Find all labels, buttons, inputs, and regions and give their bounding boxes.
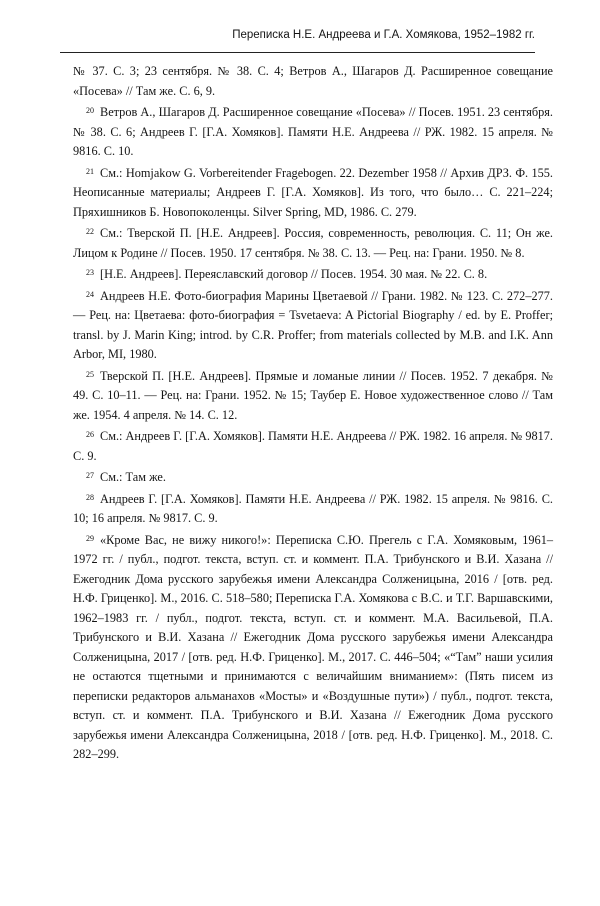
- footnotes-list: [73, 62, 553, 765]
- footnote-23: [73, 263, 553, 285]
- footnote-text: См.: Там же.: [100, 470, 166, 484]
- footnote-text: Андреев Г. [Г.А. Хомяков]. Памяти Н.Е. Андреева // РЖ. 1982. 15 апреля. № 9816. С. 10; 16 апреля. № 9817. С. 9.: [73, 491, 553, 525]
- footnote-26: [73, 425, 553, 466]
- footnote-29: [73, 529, 553, 765]
- footnote-number: 21: [86, 166, 94, 176]
- footnote-number: 22: [86, 227, 94, 236]
- footnote-number: 24: [86, 289, 94, 299]
- footnote-27: [73, 466, 553, 488]
- footnote-text: Тверской П. [Н.Е. Андреев]. Прямые и ломаные линии // Посев. 1952. 7 декабря. № 49. С. 10–11. — Рец. на: Грани. 1952. № 15; Таубер Е. Новое художественное слово // Там же. 1954. 4 апреля. № 14. С. 12.: [73, 368, 553, 422]
- footnote-text: [Н.Е. Андреев]. Переяславский договор // Посев. 1954. 30 мая. № 22. С. 8.: [100, 267, 488, 281]
- footnote-number: 23: [86, 268, 94, 277]
- running-header: Переписка Н.Е. Андреева и Г.А. Хомякова, 1952–1982 гг.: [60, 20, 535, 53]
- footnote-number: 27: [86, 471, 94, 480]
- footnote-continuation: [73, 62, 553, 101]
- footnote-text: См.: Homjakow G. Vorbereitender Fragebogen. 22. Dezember 1958 // Архив ДРЗ. Ф. 155. Неописанные материалы; Андреев Г. [Г.А. Хомяков]. Из того, что было… С. 221–224; Пряхишников Б. Новопоколенцы. Silver Spring, MD, 1986. С. 279.: [73, 165, 553, 219]
- footnote-25: [73, 365, 553, 426]
- footnote-24: [73, 285, 553, 365]
- footnote-22: [73, 222, 553, 263]
- footnote-text: Ветров А., Шагаров Д. Расширенное совещание «Посева» // Посев. 1951. 23 сентября. № 38. С. 6; Андреев Г. [Г.А. Хомяков]. Памяти Н.Е. Андреева // РЖ. 1982. 15 апреля. № 9816. С. 10.: [73, 105, 553, 158]
- footnote-text: Андреев Н.Е. Фото-биография Марины Цветаевой // Грани. 1982. № 123. С. 272–277. — Рец. на: Цветаева: фото-биография = Tsvetaeva: A Pictorial Biography / ed. by E. Proffer; transl. by J. Marin King; introd. by C.R. Proffer; from materials collected by M.B. and I.K. Ann Arbor, MI, 1980.: [73, 288, 553, 361]
- footnote-text: См.: Тверской П. [Н.Е. Андреев]. Россия, современность, революция. С. 11; Он же. Лицом к Родине // Посев. 1950. 17 сентября. № 38. С. 13. — Рец. на: Грани. 1950. № 8.: [73, 226, 553, 260]
- footnote-20: [73, 101, 553, 162]
- footnote-number: 28: [86, 492, 94, 502]
- footnote-number: 25: [86, 369, 94, 379]
- footnote-number: 29: [86, 533, 94, 543]
- footnote-28: [73, 488, 553, 529]
- footnote-text: № 37. С. 3; 23 сентября. № 38. С. 4; Ветров А., Шагаров Д. Расширенное совещание «Посева» // Там же. С. 6, 9.: [73, 64, 553, 98]
- footnote-number: 20: [86, 106, 94, 115]
- footnote-21: [73, 162, 553, 223]
- footnote-text: «Кроме Вас, не вижу никого!»: Переписка С.Ю. Прегель с Г.А. Хомяковым, 1961–1972 гг. / публ., подгот. текста, вступ. ст. и коммент. П.А. Трибунского и В.И. Хазана // Ежегодник Дома русского зарубежья имени Александра Солженицына, 2016 / [отв. ред. Н.Ф. Гриценко]. М., 2016. С. 518–580; Переписка Г.А. Хомякова с В.С. и Т.Г. Варшавскими, 1962–1983 гг. / публ., подгот. текста, вступ. ст. и коммент. М.А. Васильевой, П.А. Трибунского и В.И. Хазана // Ежегодник Дома русского зарубежья имени Александра Солженицына, 2017 / [отв. ред. Н.Ф. Гриценко]. М., 2017. С. 446–504; «“Там” наши усилия не остаются тщетными и принимаются с величайшим вниманием»: (Пять писем из переписки редакторов альманахов «Мосты» и «Воздушные пути») / публ., подгот. текста, вступ. ст. и коммент. П.А. Трибунского и В.И. Хазана // Ежегодник Дома русского зарубежья имени Александра Солженицына, 2018 / [отв. ред. Н.Ф. Гриценко]. М., 2018. С. 282–299.: [73, 532, 553, 761]
- footnote-number: 26: [86, 430, 94, 439]
- footnote-text: См.: Андреев Г. [Г.А. Хомяков]. Памяти Н.Е. Андреева // РЖ. 1982. 16 апреля. № 9817. С. 9.: [73, 429, 553, 463]
